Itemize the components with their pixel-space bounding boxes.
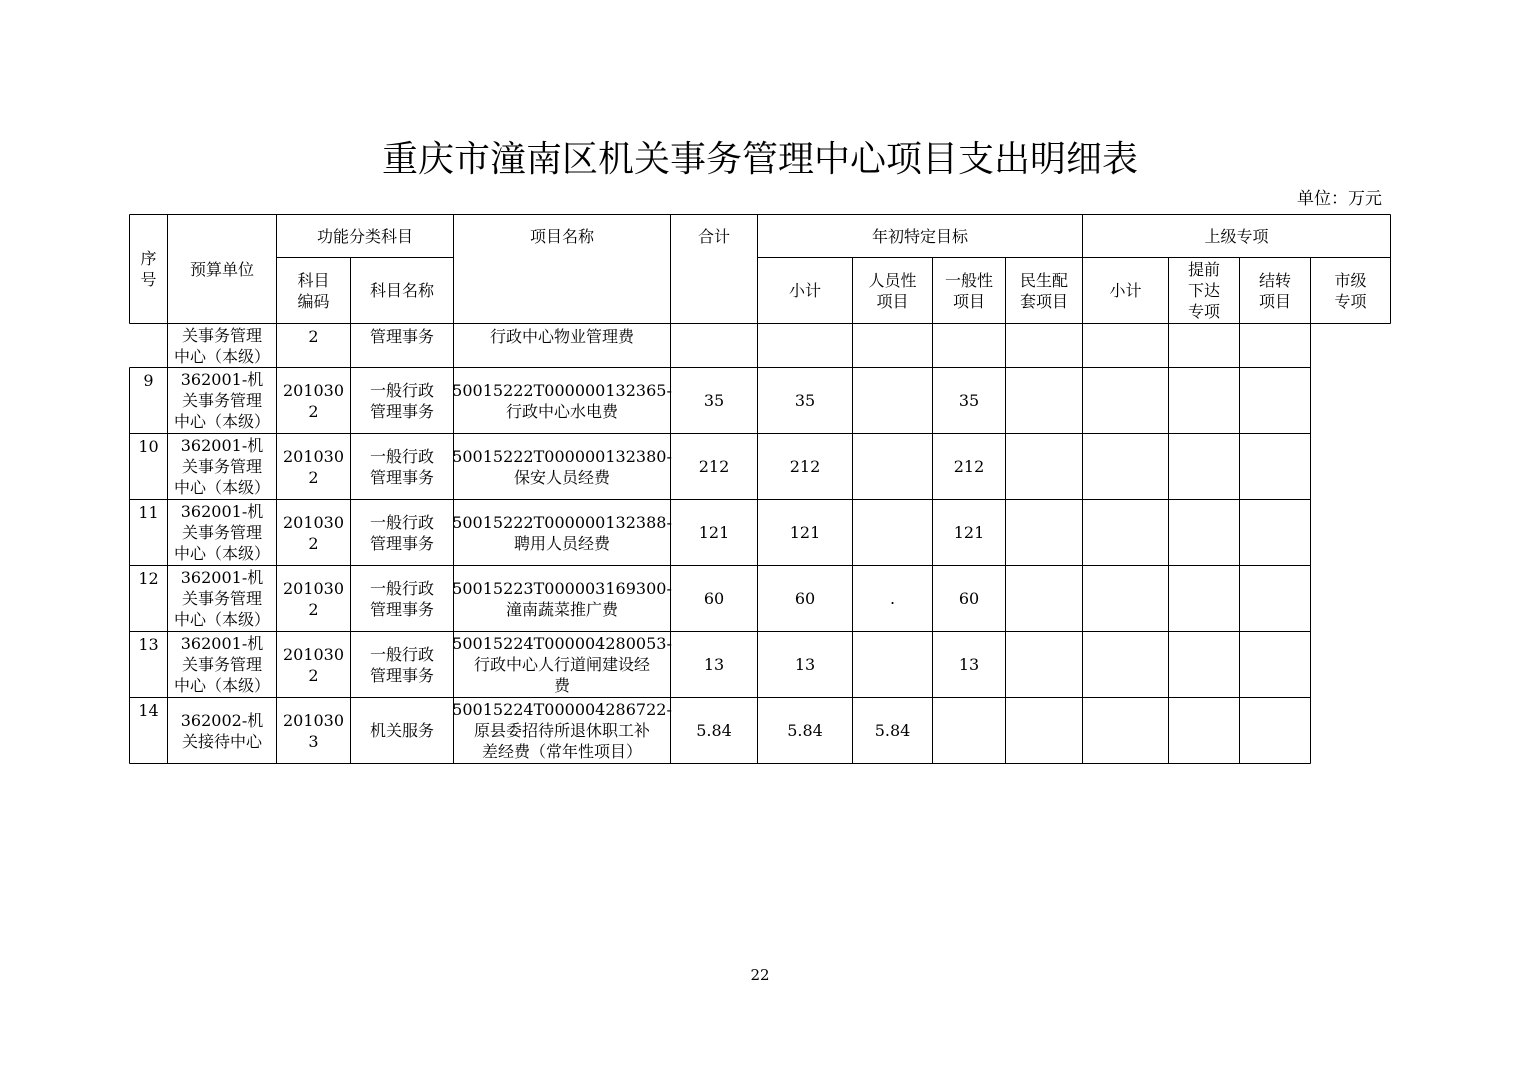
- cell-seq: 9: [143, 371, 154, 390]
- cell-personnel: [853, 434, 932, 499]
- header-carryover: 结转 项目: [1258, 270, 1291, 311]
- page-title: 重庆市潼南区机关事务管理中心项目支出明细表: [381, 139, 1138, 180]
- cell-personnel: 5.84: [874, 721, 911, 740]
- header-seq: 序 号: [140, 249, 157, 289]
- cell-seq: 11: [138, 503, 159, 522]
- cell-project-name: 50015222T000000132380- 保安人员经费: [452, 446, 672, 487]
- cell-subject-code: 201030 2: [282, 512, 345, 553]
- cell-subject-name: 机关服务: [369, 721, 434, 740]
- cell-subject-code: 201030 2: [282, 644, 345, 685]
- cell-budget-unit: 362001-机 关事务管理 中心（本级）: [173, 634, 270, 695]
- header-subject-code: 科目 编码: [297, 270, 330, 311]
- cell-project-name: 50015223T000003169300- 潼南蔬菜推广费: [452, 578, 672, 619]
- cell-total: 212: [698, 457, 730, 476]
- cell-subject-code: 201030 2: [282, 380, 345, 421]
- cell-budget-unit: 362001-机 关事务管理 中心（本级）: [173, 436, 270, 497]
- cell-project-name: 行政中心物业管理费: [489, 327, 634, 346]
- cell-total: 5.84: [696, 721, 732, 740]
- cell-annual-subtotal: 13: [794, 655, 816, 674]
- cell-project-name: 50015222T000000132388- 聘用人员经费: [452, 512, 672, 553]
- cell-personnel: .: [889, 589, 896, 608]
- cell-seq: 10: [138, 437, 159, 456]
- page-number: 22: [750, 966, 770, 984]
- header-general: 一般性 项目: [944, 270, 993, 311]
- cell-general: 13: [958, 655, 980, 674]
- cell-annual-subtotal: 121: [789, 523, 821, 542]
- cell-total: 121: [698, 523, 730, 542]
- header-personnel: 人员性 项目: [868, 270, 917, 311]
- cell-seq: 13: [138, 635, 159, 654]
- header-annual-target: 年初特定目标: [871, 226, 968, 246]
- header-budget-unit: 预算单位: [189, 259, 254, 279]
- cell-annual-subtotal: 35: [794, 391, 816, 410]
- header-annual-subtotal: 小计: [788, 281, 821, 300]
- cell-total: 60: [703, 589, 725, 608]
- cell-subject-name: 一般行政 管理事务: [369, 644, 434, 685]
- cell-subject-name: 一般行政 管理事务: [369, 512, 434, 553]
- cell-project-name: 50015224T000004286722- 原县委招待所退休职工补 差经费（常年性项目）: [452, 700, 672, 761]
- header-superior: 上级专项: [1204, 226, 1269, 246]
- cell-general: 212: [953, 457, 985, 476]
- cell-general: 35: [958, 391, 980, 410]
- cell-annual-subtotal: 212: [789, 457, 821, 476]
- header-superior-subtotal: 小计: [1109, 281, 1142, 300]
- cell-subject-code: 201030 3: [282, 710, 345, 751]
- cell-annual-subtotal: 60: [794, 589, 816, 608]
- cell-subject-name: 管理事务: [369, 327, 434, 346]
- cell-subject-name: 一般行政 管理事务: [369, 446, 434, 487]
- cell-subject-name: 一般行政 管理事务: [369, 380, 434, 421]
- cell-seq: 14: [138, 701, 159, 720]
- header-city: 市级 专项: [1334, 270, 1367, 311]
- cell-budget-unit: 362001-机 关事务管理 中心（本级）: [173, 502, 270, 563]
- header-advance: 提前 下达 专项: [1187, 260, 1220, 321]
- header-subject-name: 科目名称: [369, 281, 434, 300]
- cell-budget-unit: 关事务管理 中心（本级）: [173, 325, 270, 366]
- cell-subject-code: 201030 2: [282, 446, 345, 487]
- cell-personnel: [853, 632, 932, 697]
- cell-general: 60: [958, 589, 980, 608]
- cell-general: [933, 698, 1005, 763]
- cell-seq: 12: [138, 569, 159, 588]
- header-livelihood: 民生配 套项目: [1019, 270, 1068, 311]
- header-func-class: 功能分类科目: [316, 226, 413, 246]
- cell-project-name: 50015224T000004280053- 行政中心人行道闸建设经 费: [452, 634, 672, 695]
- cell-subject-code: 201030 2: [282, 578, 345, 619]
- cell-budget-unit: 362001-机 关事务管理 中心（本级）: [173, 568, 270, 629]
- cell-personnel: [853, 368, 932, 433]
- cell-annual-subtotal: 5.84: [787, 721, 823, 740]
- cell-budget-unit: 362002-机 关接待中心: [180, 710, 264, 751]
- cell-budget-unit: 362001-机 关事务管理 中心（本级）: [173, 370, 270, 431]
- cell-subject-code: 2: [308, 327, 319, 346]
- unit-label: 单位：万元: [1297, 189, 1382, 209]
- cell-project-name: 50015222T000000132365- 行政中心水电费: [452, 380, 672, 421]
- header-project-name: 项目名称: [529, 226, 594, 246]
- cell-total: 35: [703, 391, 725, 410]
- header-total: 合计: [697, 226, 730, 246]
- cell-subject-name: 一般行政 管理事务: [369, 578, 434, 619]
- cell-personnel: [853, 500, 932, 565]
- cell-total: 13: [703, 655, 725, 674]
- cell-general: 121: [953, 523, 985, 542]
